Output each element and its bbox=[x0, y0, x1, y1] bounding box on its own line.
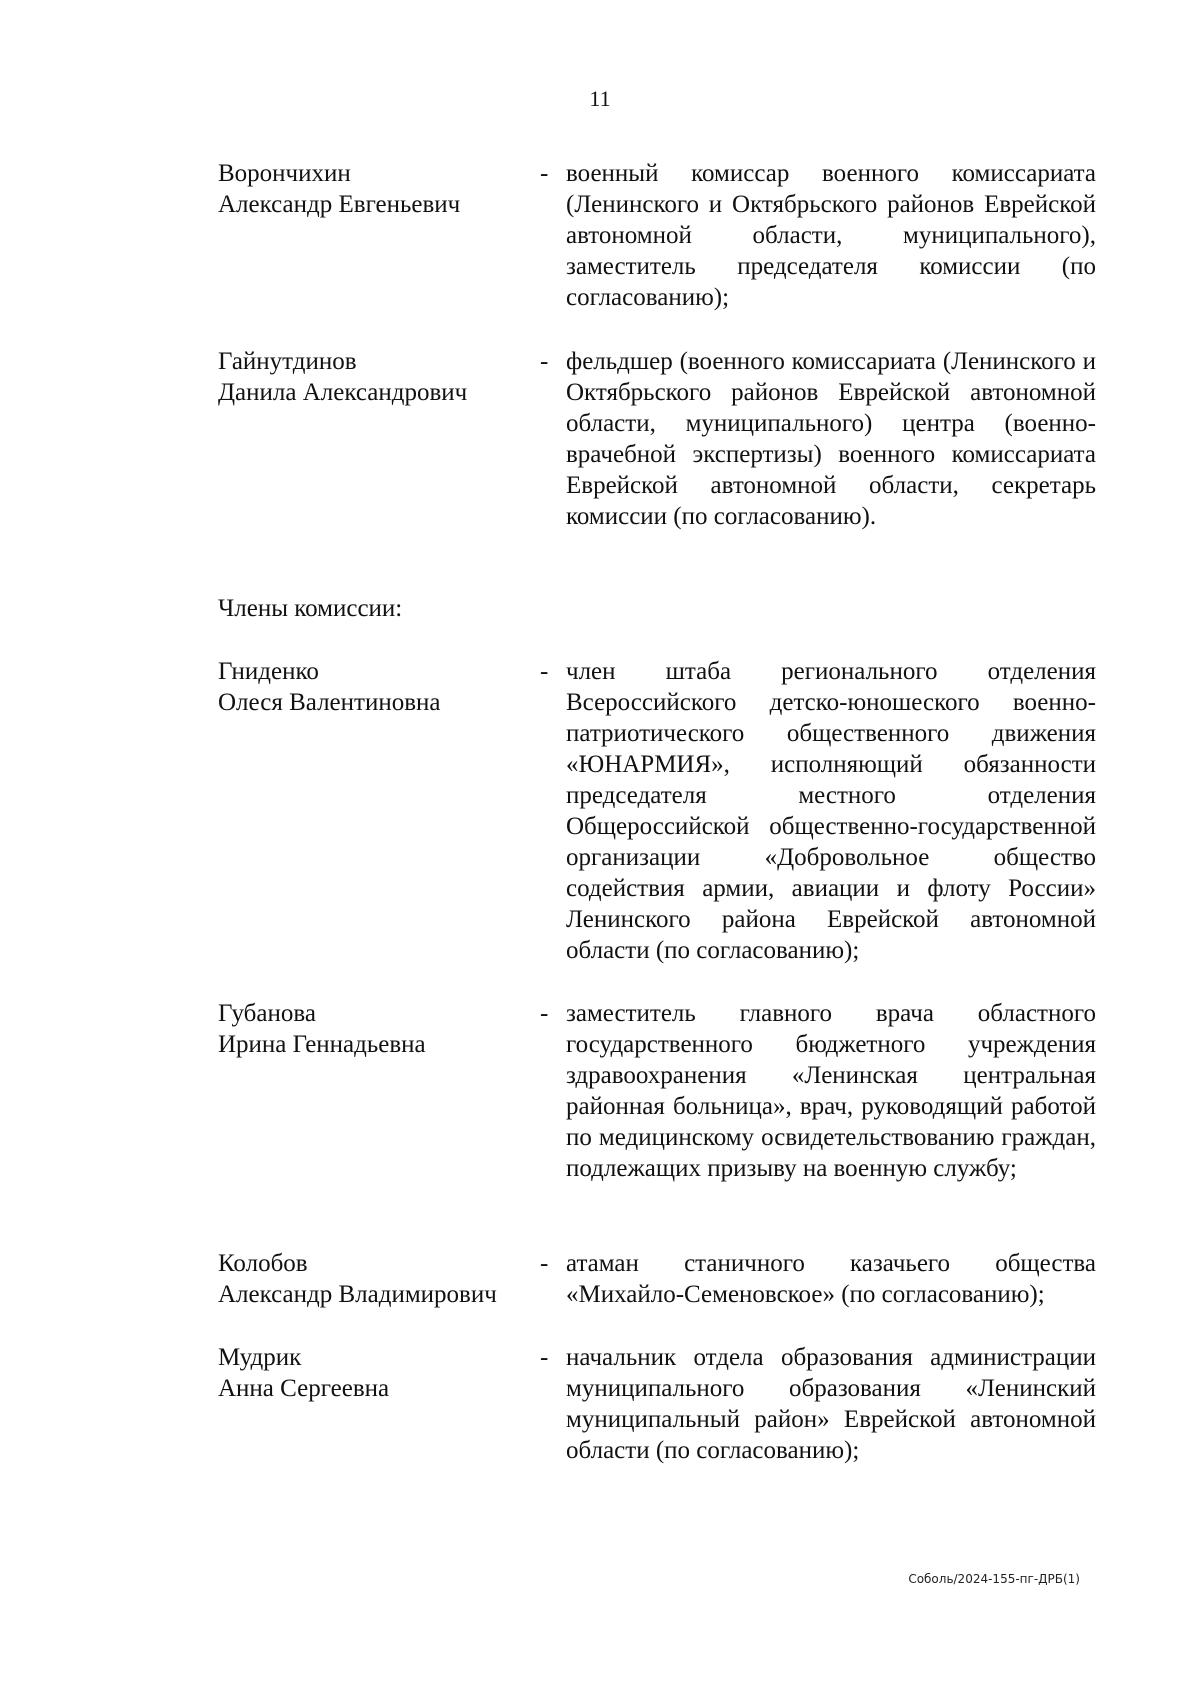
member-dash: - bbox=[540, 1250, 549, 1277]
member-given-names: Анна Сергеевна bbox=[218, 1375, 390, 1402]
member-dash: - bbox=[540, 1000, 549, 1027]
page-number: 11 bbox=[589, 86, 611, 111]
document-code: Соболь/2024-155-пг-ДРБ(1) bbox=[908, 1572, 1080, 1586]
member-name bbox=[218, 346, 518, 408]
member-surname: Гайнутдинов bbox=[218, 348, 357, 375]
member-position: член штаба регионального отделения Всероссийского детско-юношеского военно-патриотического общественного движения «ЮНАРМИЯ», исполняющий обязанности председателя местного отделения Общероссийской общественно-государственной организации «Добровольное общество содействия армии, авиации и флоту России» Ленинского района Еврейской автономной области (по согласованию); bbox=[566, 658, 1096, 964]
section-heading: Члены комиссии: bbox=[218, 595, 403, 622]
member-dash: - bbox=[540, 658, 549, 685]
member-position: заместитель главного врача областного государственного бюджетного учреждения здравоохранения «Ленинская центральная районная больница», врач, руководящий работой по медицинскому освидетельствованию граждан, подлежащих призыву на военную службу; bbox=[566, 1000, 1096, 1182]
member-given-names: Александр Владимирович bbox=[218, 1281, 497, 1308]
member-name bbox=[218, 998, 518, 1060]
member-name bbox=[218, 656, 518, 718]
member-name bbox=[218, 1342, 518, 1404]
member-dash: - bbox=[540, 160, 549, 187]
member-surname: Мудрик bbox=[218, 1344, 302, 1371]
member-position: атаман станичного казачьего общества «Михайло-Семеновское» (по согласованию); bbox=[566, 1250, 1096, 1308]
member-given-names: Олеся Валентиновна bbox=[218, 689, 441, 716]
member-surname: Ворончихин bbox=[218, 160, 351, 187]
member-given-names: Александр Евгеньевич bbox=[218, 191, 461, 218]
member-name bbox=[218, 158, 518, 220]
member-given-names: Ирина Геннадьевна bbox=[218, 1031, 426, 1058]
member-dash: - bbox=[540, 348, 549, 375]
member-name bbox=[218, 1248, 518, 1310]
member-dash: - bbox=[540, 1344, 549, 1371]
member-position: начальник отдела образования администрации муниципального образования «Ленинский муниципальный район» Еврейской автономной области (по согласованию); bbox=[566, 1344, 1096, 1464]
member-surname: Колобов bbox=[218, 1250, 308, 1277]
member-position: военный комиссар военного комиссариата (Ленинского и Октябрьского районов Еврейской автономной области, муниципального), заместитель председателя комиссии (по согласованию); bbox=[566, 160, 1096, 311]
member-position: фельдшер (военного комиссариата (Ленинского и Октябрьского районов Еврейской автономной области, муниципального) центра (военно-врачебной экспертизы) военного комиссариата Еврейской автономной области, секретарь комиссии (по согласованию). bbox=[566, 348, 1096, 530]
member-given-names: Данила Александрович bbox=[218, 379, 468, 406]
member-surname: Гниденко bbox=[218, 658, 319, 685]
member-surname: Губанова bbox=[218, 1000, 316, 1027]
